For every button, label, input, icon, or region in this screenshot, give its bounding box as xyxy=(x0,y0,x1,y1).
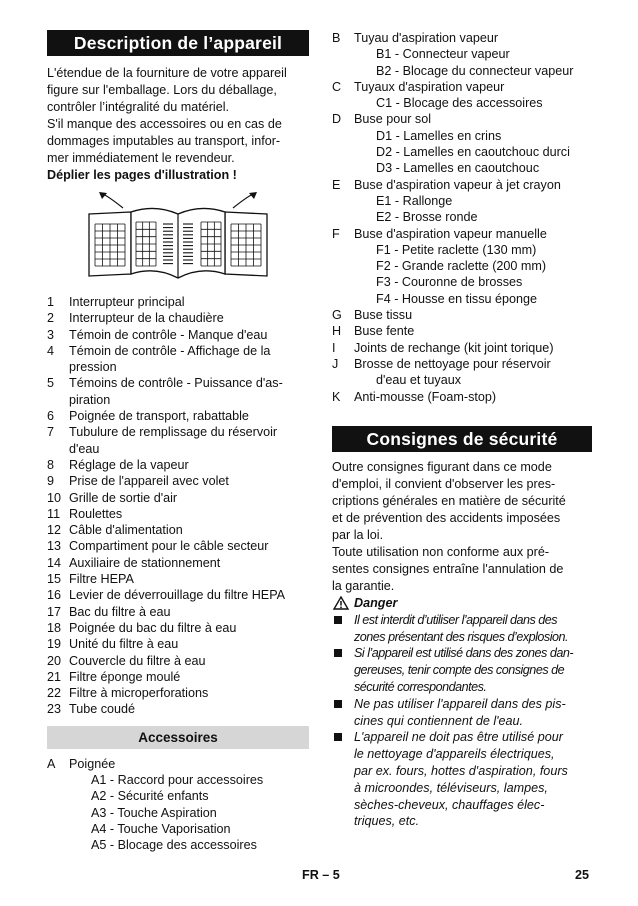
safety-bullet xyxy=(332,696,592,730)
item-line: Témoins de contrôle - Puissance d'as- xyxy=(69,376,283,391)
accessory-letter: G xyxy=(332,308,342,323)
component-item xyxy=(47,636,309,652)
component-list xyxy=(47,294,309,718)
item-line: Unité du filtre à eau xyxy=(69,637,179,652)
accessory-text: Tuyaux d'aspiration vapeur xyxy=(354,79,505,94)
accessory-text: Brosse de nettoyage pour réservoir xyxy=(354,356,551,371)
item-text xyxy=(69,636,309,652)
component-item xyxy=(47,457,309,473)
item-number: 2 xyxy=(47,311,55,326)
item-number: 17 xyxy=(47,604,62,619)
item-number: 4 xyxy=(47,343,55,358)
footer-section: FR – 5 xyxy=(302,868,340,882)
accessory-letter: I xyxy=(332,340,336,355)
accessory-letter xyxy=(332,209,354,225)
accessory-line xyxy=(332,389,592,405)
item-number: 7 xyxy=(47,425,55,440)
danger-label xyxy=(332,595,592,612)
item-number: 23 xyxy=(47,702,62,717)
bullet-text xyxy=(354,645,592,695)
accessory-line xyxy=(332,340,592,356)
safety-bullet xyxy=(332,729,592,830)
accessory-letter xyxy=(332,372,354,388)
item-line: Compartiment pour le câble secteur xyxy=(69,539,269,554)
accessory-letter xyxy=(332,144,354,160)
intro-line: dommages imputables au transport, infor- xyxy=(47,134,281,148)
accessory-letter: F xyxy=(332,226,340,241)
bullet-line: sécurité correspondantes. xyxy=(354,680,487,695)
warning-triangle-icon xyxy=(332,596,350,610)
item-line: piration xyxy=(69,392,111,407)
safety-bullet xyxy=(332,645,592,695)
accessory-line xyxy=(332,46,592,62)
item-number: 18 xyxy=(47,620,62,635)
item-text xyxy=(69,701,309,717)
accessory-text: D1 - Lamelles en crins xyxy=(376,128,502,143)
bullet-line: cines qui contiennent de l'eau. xyxy=(354,713,524,728)
accessory-letter xyxy=(332,274,354,290)
square-bullet-icon xyxy=(332,612,354,646)
component-item xyxy=(47,473,309,489)
item-line: Témoin de contrôle - Affichage de la xyxy=(69,343,271,358)
accessory-text: B2 - Blocage du connecteur vapeur xyxy=(376,63,574,78)
component-item xyxy=(47,669,309,685)
accessory-line xyxy=(332,307,592,323)
component-item xyxy=(47,653,309,669)
accessory-line xyxy=(332,356,592,372)
accessory-text: E1 - Rallonge xyxy=(376,193,453,208)
safety-bullet-list xyxy=(332,612,592,830)
item-number: 8 xyxy=(47,457,55,472)
accessories-heading: Accessoires xyxy=(47,726,309,749)
item-text xyxy=(69,571,309,587)
accessory-line xyxy=(332,160,592,176)
item-text xyxy=(69,310,309,326)
safety-heading: Consignes de sécurité xyxy=(332,426,592,452)
accessory-line xyxy=(332,209,592,225)
item-text xyxy=(69,555,309,571)
item-number: 15 xyxy=(47,572,62,587)
item-number: 16 xyxy=(47,588,62,603)
component-item xyxy=(47,327,309,343)
accessory-list-a xyxy=(47,756,309,854)
item-line: Interrupteur principal xyxy=(69,295,185,309)
accessory-text: Poignée xyxy=(69,756,116,771)
accessory-letter xyxy=(332,291,354,307)
item-text xyxy=(69,522,309,538)
item-line: Grille de sortie d'air xyxy=(69,490,178,505)
item-line: Bac du filtre à eau xyxy=(69,604,171,619)
safety-line: et de prévention des accidents imposées xyxy=(332,510,561,525)
item-number: 1 xyxy=(47,295,55,309)
item-number: 9 xyxy=(47,474,55,489)
item-line: Réglage de la vapeur xyxy=(69,457,189,472)
accessory-text: D2 - Lamelles en caoutchouc durci xyxy=(376,145,570,160)
item-text xyxy=(69,587,309,603)
accessory-letter xyxy=(47,805,69,821)
danger-text: Danger xyxy=(354,595,398,610)
accessory-text: A2 - Sécurité enfants xyxy=(91,789,209,804)
accessory-text: Buse fente xyxy=(354,324,415,339)
accessory-line xyxy=(332,372,592,388)
item-text xyxy=(69,327,309,343)
item-line: Interrupteur de la chaudière xyxy=(69,311,224,326)
item-line: Tube coudé xyxy=(69,702,136,717)
accessory-letter xyxy=(332,95,354,111)
item-text xyxy=(69,669,309,685)
item-text xyxy=(69,653,309,669)
accessory-line xyxy=(332,95,592,111)
illustration-instruction: Déplier les pages d'illustration ! xyxy=(47,168,237,182)
item-text xyxy=(69,490,309,506)
item-line: Poignée de transport, rabattable xyxy=(69,409,249,424)
item-text xyxy=(69,343,309,376)
bullet-text xyxy=(354,612,592,646)
item-line: pression xyxy=(69,360,117,375)
accessory-text: Anti-mousse (Foam-stop) xyxy=(354,389,497,404)
item-number: 14 xyxy=(47,555,62,570)
accessory-letter: J xyxy=(332,356,339,371)
accessory-line xyxy=(47,756,309,772)
item-number: 22 xyxy=(47,686,62,701)
item-text xyxy=(69,457,309,473)
item-text xyxy=(69,424,309,457)
intro-line: figure sur l'emballage. Lors du déballage, xyxy=(47,83,277,97)
component-item xyxy=(47,490,309,506)
component-item xyxy=(47,408,309,424)
accessory-text: F2 - Grande raclette (200 mm) xyxy=(376,259,547,274)
item-line: Tubulure de remplissage du réservoir xyxy=(69,425,278,440)
accessory-line xyxy=(47,772,309,788)
bullet-line: à microondes, téléviseurs, lampes, xyxy=(354,780,548,795)
accessory-line xyxy=(332,274,592,290)
accessory-text: Buse tissu xyxy=(354,308,413,323)
accessory-text: Buse d'aspiration vapeur à jet crayon xyxy=(354,177,561,192)
accessory-text: Buse d'aspiration vapeur manuelle xyxy=(354,226,547,241)
accessory-text: F4 - Housse en tissu éponge xyxy=(376,291,538,306)
intro-line: mer immédiatement le revendeur. xyxy=(47,151,235,165)
accessory-letter: A xyxy=(47,756,56,771)
accessory-letter xyxy=(47,772,69,788)
accessory-line xyxy=(332,193,592,209)
safety-line: la garantie. xyxy=(332,578,395,593)
bullet-line: Si l’appareil est utilisé dans des zones dan- xyxy=(354,646,574,661)
accessory-letter: B xyxy=(332,31,341,45)
left-column xyxy=(47,30,309,854)
bullet-line: Il est interdit d’utiliser l’appareil dans des xyxy=(354,612,558,627)
component-item xyxy=(47,375,309,408)
component-item xyxy=(47,555,309,571)
accessory-line xyxy=(332,242,592,258)
intro-line: contrôler l’intégralité du matériel. xyxy=(47,100,229,114)
item-number: 6 xyxy=(47,409,55,424)
item-line: Couvercle du filtre à eau xyxy=(69,653,206,668)
component-item xyxy=(47,538,309,554)
item-line: Levier de déverrouillage du filtre HEPA xyxy=(69,588,286,603)
accessory-text: Buse pour sol xyxy=(354,112,432,127)
safety-line: sentes consignes entraîne l'annulation de xyxy=(332,561,564,576)
bullet-line: par ex. fours, hottes d'aspiration, fours xyxy=(354,764,568,778)
accessory-letter xyxy=(47,837,69,853)
accessory-letter xyxy=(332,46,354,62)
item-line: Roulettes xyxy=(69,506,123,521)
item-text xyxy=(69,473,309,489)
right-column xyxy=(332,30,592,830)
bullet-line: zones présentant des risques d’explosion. xyxy=(354,629,569,644)
accessory-letter: E xyxy=(332,177,341,192)
safety-line: criptions générales en matière de sécurité xyxy=(332,493,566,508)
accessory-text: d'eau et tuyaux xyxy=(376,373,462,388)
accessory-text: F3 - Couronne de brosses xyxy=(376,275,523,290)
item-line: Filtre HEPA xyxy=(69,572,134,587)
item-line: Câble d'alimentation xyxy=(69,523,183,538)
accessory-line xyxy=(332,63,592,79)
accessory-letter xyxy=(332,63,354,79)
accessory-line xyxy=(332,128,592,144)
intro-line: S'il manque des accessoires ou en cas de xyxy=(47,117,282,131)
accessory-text: A1 - Raccord pour accessoires xyxy=(91,773,264,788)
accessory-letter xyxy=(332,258,354,274)
folded-pages-illustration xyxy=(83,192,273,284)
accessory-line xyxy=(332,144,592,160)
accessory-letter: K xyxy=(332,389,341,404)
accessory-letter xyxy=(47,788,69,804)
item-text xyxy=(69,620,309,636)
accessory-text: Tuyau d'aspiration vapeur xyxy=(354,31,499,45)
accessory-line xyxy=(332,111,592,127)
item-number: 11 xyxy=(47,506,61,521)
item-text xyxy=(69,506,309,522)
bullet-line: sèches-cheveux, chauffages élec- xyxy=(354,797,545,812)
accessory-text: A5 - Blocage des accessoires xyxy=(91,838,257,853)
component-item xyxy=(47,522,309,538)
intro-paragraph xyxy=(47,65,309,167)
safety-line: par la loi. xyxy=(332,527,384,542)
accessory-text: Joints de rechange (kit joint torique) xyxy=(354,340,554,355)
item-number: 19 xyxy=(47,637,62,652)
item-line: Poignée du bac du filtre à eau xyxy=(69,620,237,635)
item-line: Filtre éponge moulé xyxy=(69,669,181,684)
item-number: 3 xyxy=(47,327,55,342)
bullet-line: le nettoyage d'appareils électriques, xyxy=(354,747,555,762)
component-item xyxy=(47,506,309,522)
component-item xyxy=(47,604,309,620)
accessory-text: A4 - Touche Vaporisation xyxy=(91,821,231,836)
item-number: 13 xyxy=(47,539,62,554)
item-line: Témoin de contrôle - Manque d'eau xyxy=(69,327,268,342)
safety-line: Toute utilisation non conforme aux pré- xyxy=(332,544,550,559)
accessory-text: F1 - Petite raclette (130 mm) xyxy=(376,242,537,257)
item-text xyxy=(69,375,309,408)
component-item xyxy=(47,294,309,310)
accessory-letter xyxy=(47,821,69,837)
accessory-text: A3 - Touche Aspiration xyxy=(91,805,217,820)
bullet-text xyxy=(354,729,592,830)
accessory-line xyxy=(332,30,592,46)
accessory-letter: C xyxy=(332,79,342,94)
bullet-line: Ne pas utiliser l'appareil dans des pis- xyxy=(354,696,566,711)
bullet-line: L'appareil ne doit pas être utilisé pour xyxy=(354,730,563,745)
safety-paragraph-1 xyxy=(332,459,592,544)
component-item xyxy=(47,701,309,717)
component-item xyxy=(47,343,309,376)
page-number: 25 xyxy=(575,868,590,882)
item-text xyxy=(69,538,309,554)
square-bullet-icon xyxy=(332,729,354,830)
accessory-letter: D xyxy=(332,112,342,127)
component-item xyxy=(47,310,309,326)
item-number: 5 xyxy=(47,376,55,391)
accessory-line xyxy=(47,821,309,837)
component-item xyxy=(47,685,309,701)
component-item xyxy=(47,587,309,603)
item-line: Auxiliaire de stationnement xyxy=(69,555,221,570)
accessory-line xyxy=(332,291,592,307)
safety-paragraph-2 xyxy=(332,544,592,595)
bullet-line: triques, etc. xyxy=(354,814,420,829)
item-text xyxy=(69,408,309,424)
accessory-text: E2 - Brosse ronde xyxy=(376,210,478,225)
accessory-line xyxy=(47,837,309,853)
item-text xyxy=(69,685,309,701)
accessory-line xyxy=(332,258,592,274)
item-line: Prise de l'appareil avec volet xyxy=(69,474,229,489)
description-heading: Description de l’appareil xyxy=(47,30,309,56)
accessory-line xyxy=(47,805,309,821)
square-bullet-icon xyxy=(332,645,354,695)
component-item xyxy=(47,424,309,457)
intro-line: L'étendue de la fourniture de votre appareil xyxy=(47,66,287,80)
accessory-letter xyxy=(332,128,354,144)
accessory-line xyxy=(332,177,592,193)
component-item xyxy=(47,571,309,587)
accessory-letter: H xyxy=(332,324,342,339)
item-text xyxy=(69,294,309,310)
safety-line: Outre consignes figurant dans ce mode xyxy=(332,459,552,474)
accessory-line xyxy=(332,79,592,95)
accessory-line xyxy=(332,323,592,339)
accessory-line xyxy=(332,226,592,242)
item-text xyxy=(69,604,309,620)
accessory-list xyxy=(332,30,592,405)
accessory-text: C1 - Blocage des accessoires xyxy=(376,96,543,111)
accessory-letter xyxy=(332,242,354,258)
accessory-letter xyxy=(332,160,354,176)
item-number: 12 xyxy=(47,523,62,538)
accessory-text: D3 - Lamelles en caoutchouc xyxy=(376,161,540,176)
square-bullet-icon xyxy=(332,696,354,730)
component-item xyxy=(47,620,309,636)
safety-line: d'emploi, il convient d'observer les pres- xyxy=(332,476,556,491)
item-number: 20 xyxy=(47,653,62,668)
item-line: d'eau xyxy=(69,441,100,456)
bullet-line: gereuses, tenir compte des consignes de xyxy=(354,663,565,678)
accessory-letter xyxy=(332,193,354,209)
accessory-text: B1 - Connecteur vapeur xyxy=(376,47,510,62)
safety-bullet xyxy=(332,612,592,646)
accessory-line xyxy=(47,788,309,804)
item-line: Filtre à microperforations xyxy=(69,686,209,701)
bullet-text xyxy=(354,696,592,730)
item-number: 21 xyxy=(47,669,62,684)
item-number: 10 xyxy=(47,490,62,505)
